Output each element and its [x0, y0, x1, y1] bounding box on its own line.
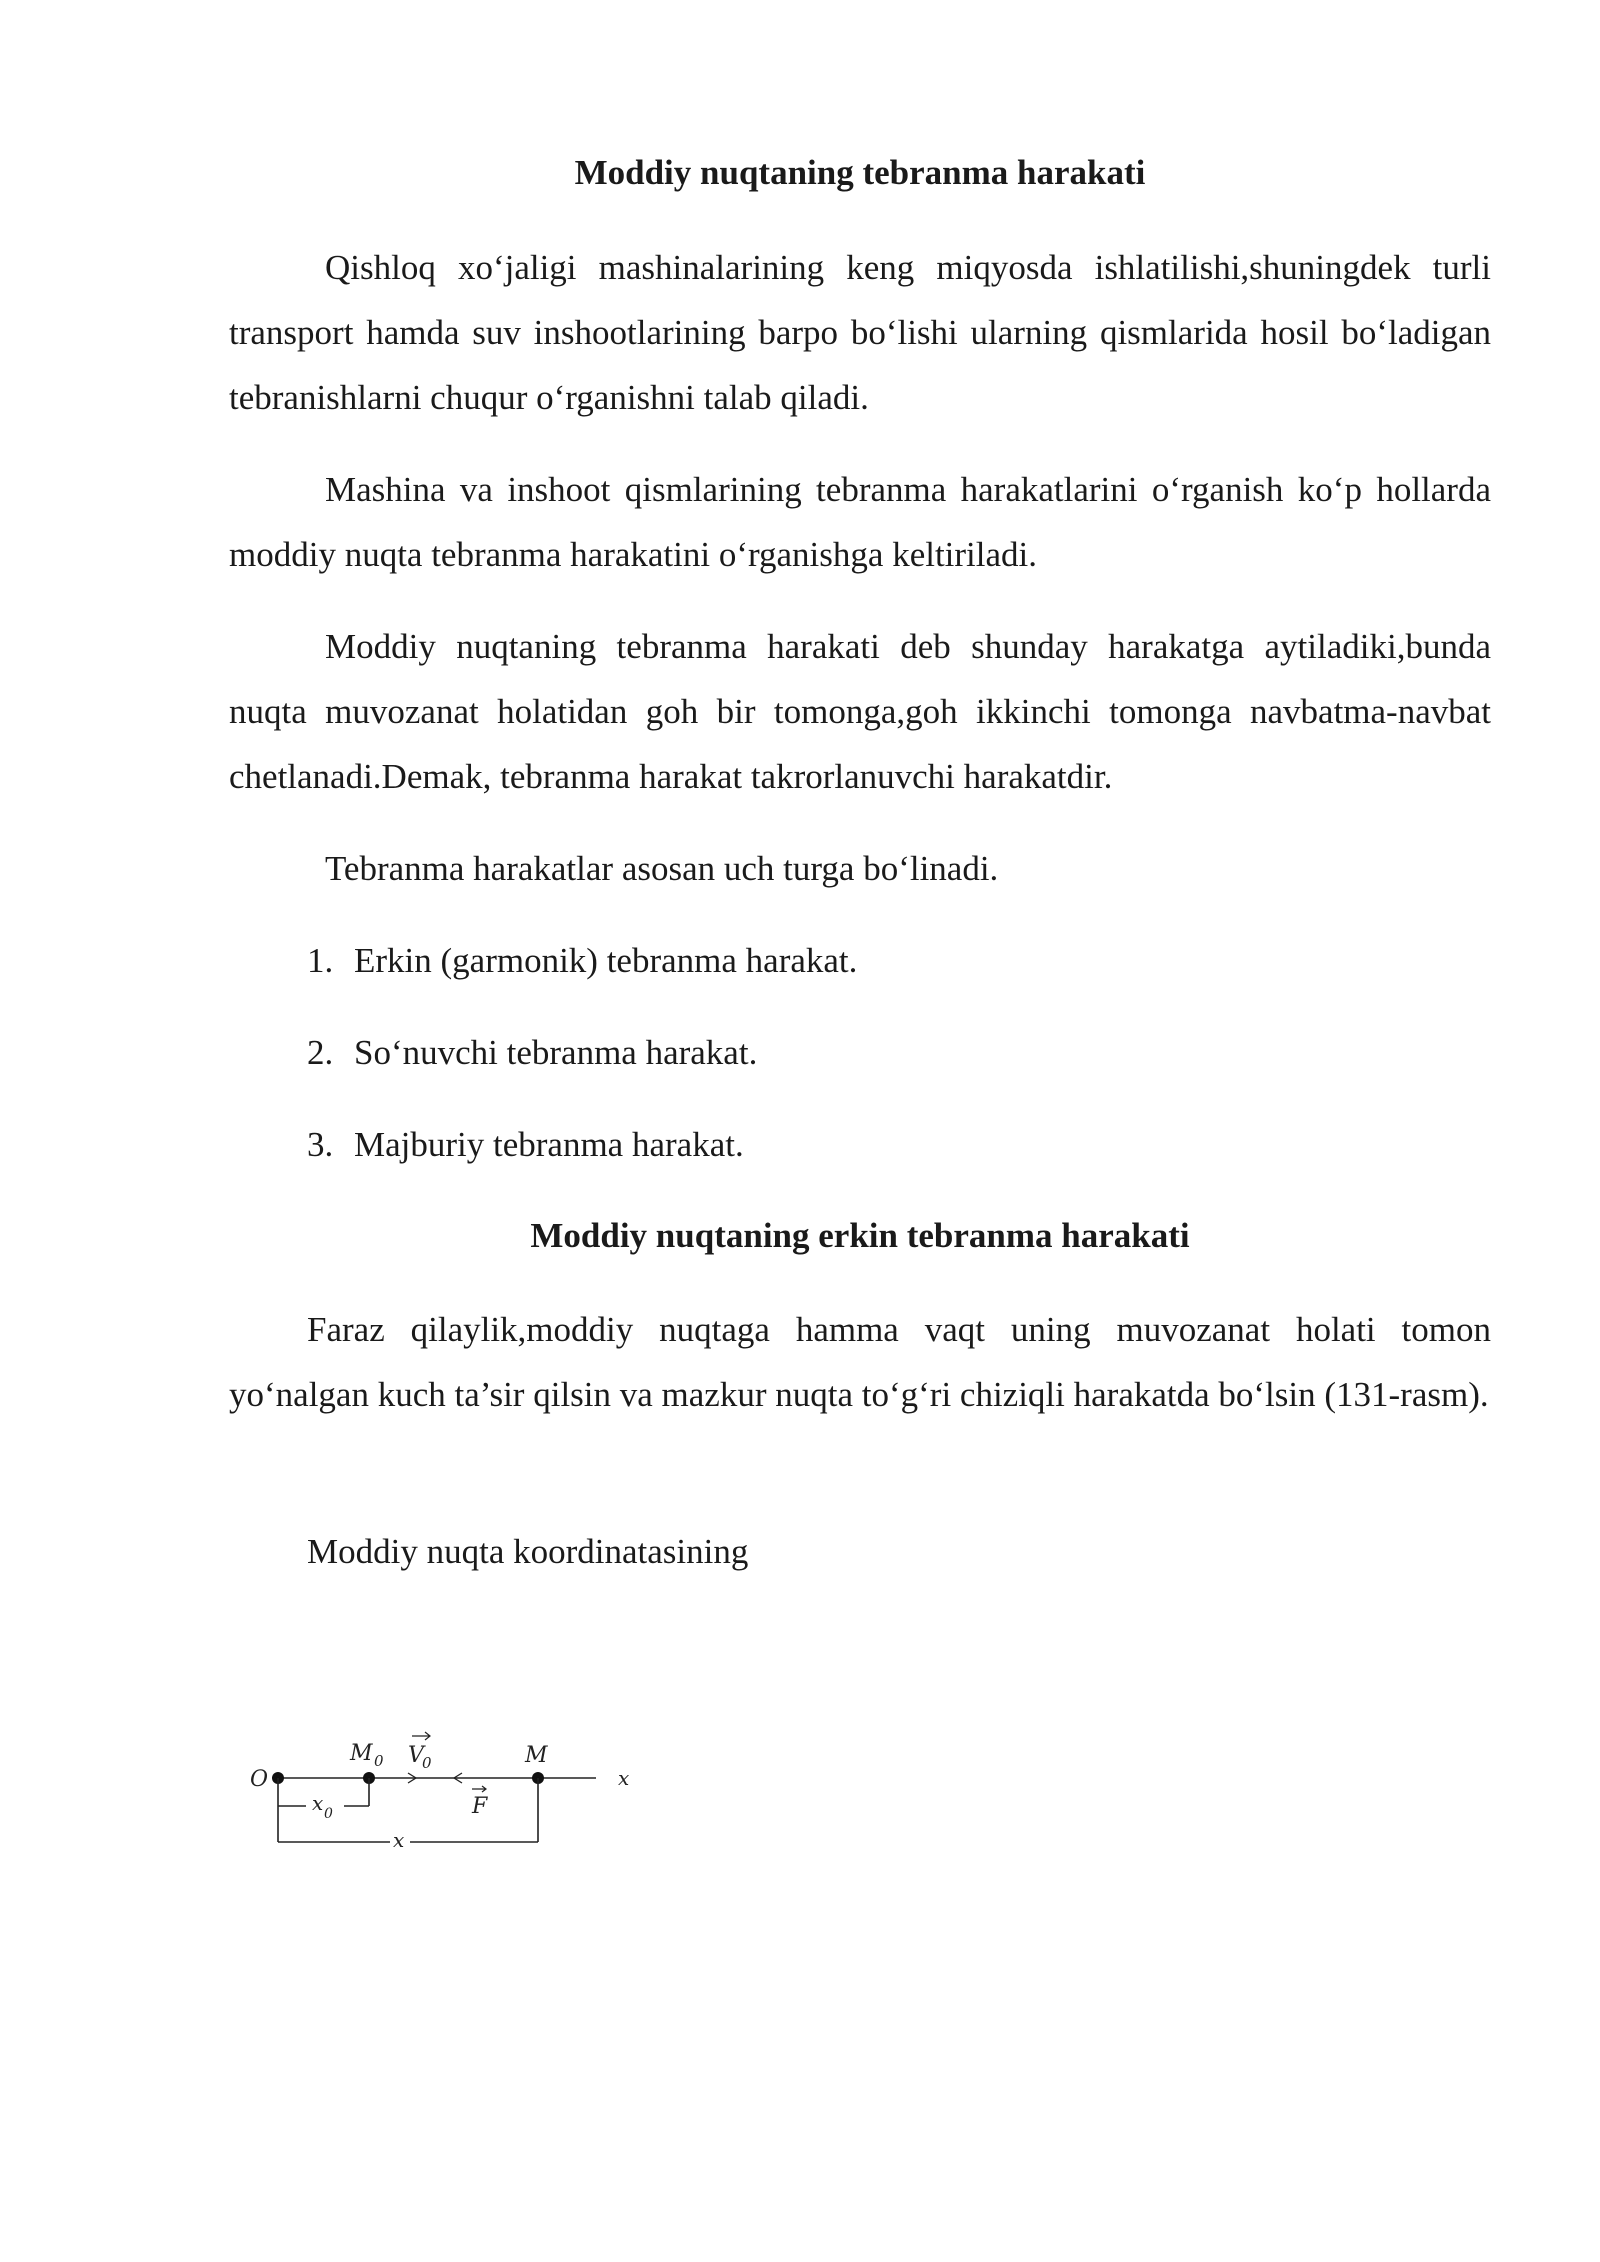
label-V0: V — [408, 1743, 424, 1768]
list-number: 1. — [307, 941, 334, 980]
label-M0: M — [350, 1741, 373, 1766]
list-text: Majburiy tebranma harakat. — [354, 1125, 744, 1164]
list-number: 3. — [307, 1125, 334, 1164]
label-x0-sub: 0 — [324, 1806, 333, 1822]
label-x0: x — [312, 1791, 324, 1815]
section-title: Moddiy nuqtaning erkin tebranma harakati — [530, 1216, 1190, 1255]
label-axis-x: x — [618, 1766, 630, 1790]
paragraph-4: Tebranma harakatlar asosan uch turga bo‘linadi. — [325, 849, 999, 888]
paragraph-2: Mashina va inshoot qismlarining tebranma harakatlarini o‘rganish ko‘p hollarda moddiy nuqta tebranma harakatini o‘rganishga keltiriladi. — [229, 470, 1491, 574]
label-V0-sub: 0 — [422, 1754, 432, 1772]
list-text: So‘nuvchi tebranma harakat. — [354, 1033, 758, 1072]
page-title: Moddiy nuqtaning tebranma harakati — [574, 153, 1146, 192]
coordinate-diagram — [240, 1718, 650, 1848]
list-item — [229, 1112, 1491, 1204]
label-M0-sub: 0 — [374, 1752, 384, 1770]
label-x: x — [393, 1828, 405, 1848]
paragraph-5: Faraz qilaylik,moddiy nuqtaga hamma vaqt uning muvozanat holati tomon yo‘nalgan kuch ta’sir qilsin va mazkur nuqta to‘g‘ri chiziqli harakatda bo‘lsin (131-rasm). — [229, 1310, 1491, 1414]
list-text: Erkin (garmonik) tebranma harakat. — [354, 941, 858, 980]
figure-131 — [240, 1718, 650, 1848]
label-F: F — [472, 1794, 488, 1819]
paragraph-1: Qishloq xo‘jaligi mashinalarining keng miqyosda ishlatilishi,shuningdek turli transport hamda suv inshootlarining barpo bo‘lishi ularning qismlarida hosil bo‘ladigan tebranishlarni chuqur o‘rganishni talab qiladi. — [229, 248, 1491, 417]
list-item — [229, 928, 1491, 1020]
vector-arrow-V0-icon — [412, 1732, 430, 1740]
label-O: O — [250, 1767, 269, 1792]
list-number: 2. — [307, 1033, 334, 1072]
paragraph-3: Moddiy nuqtaning tebranma harakati deb shunday harakatga aytiladiki,bunda nuqta muvozanat holatidan goh bir tomonga,goh ikkinchi tomonga navbatma-navbat chetlanadi.Demak, tebranma harakat takrorlanuvchi harakatdir. — [229, 627, 1491, 796]
list-item — [229, 1020, 1491, 1112]
oscillation-types-list — [229, 928, 1491, 1204]
vector-arrow-F-icon — [472, 1786, 486, 1792]
label-M: M — [525, 1743, 548, 1768]
paragraph-6: Moddiy nuqta koordinatasining — [307, 1532, 749, 1571]
